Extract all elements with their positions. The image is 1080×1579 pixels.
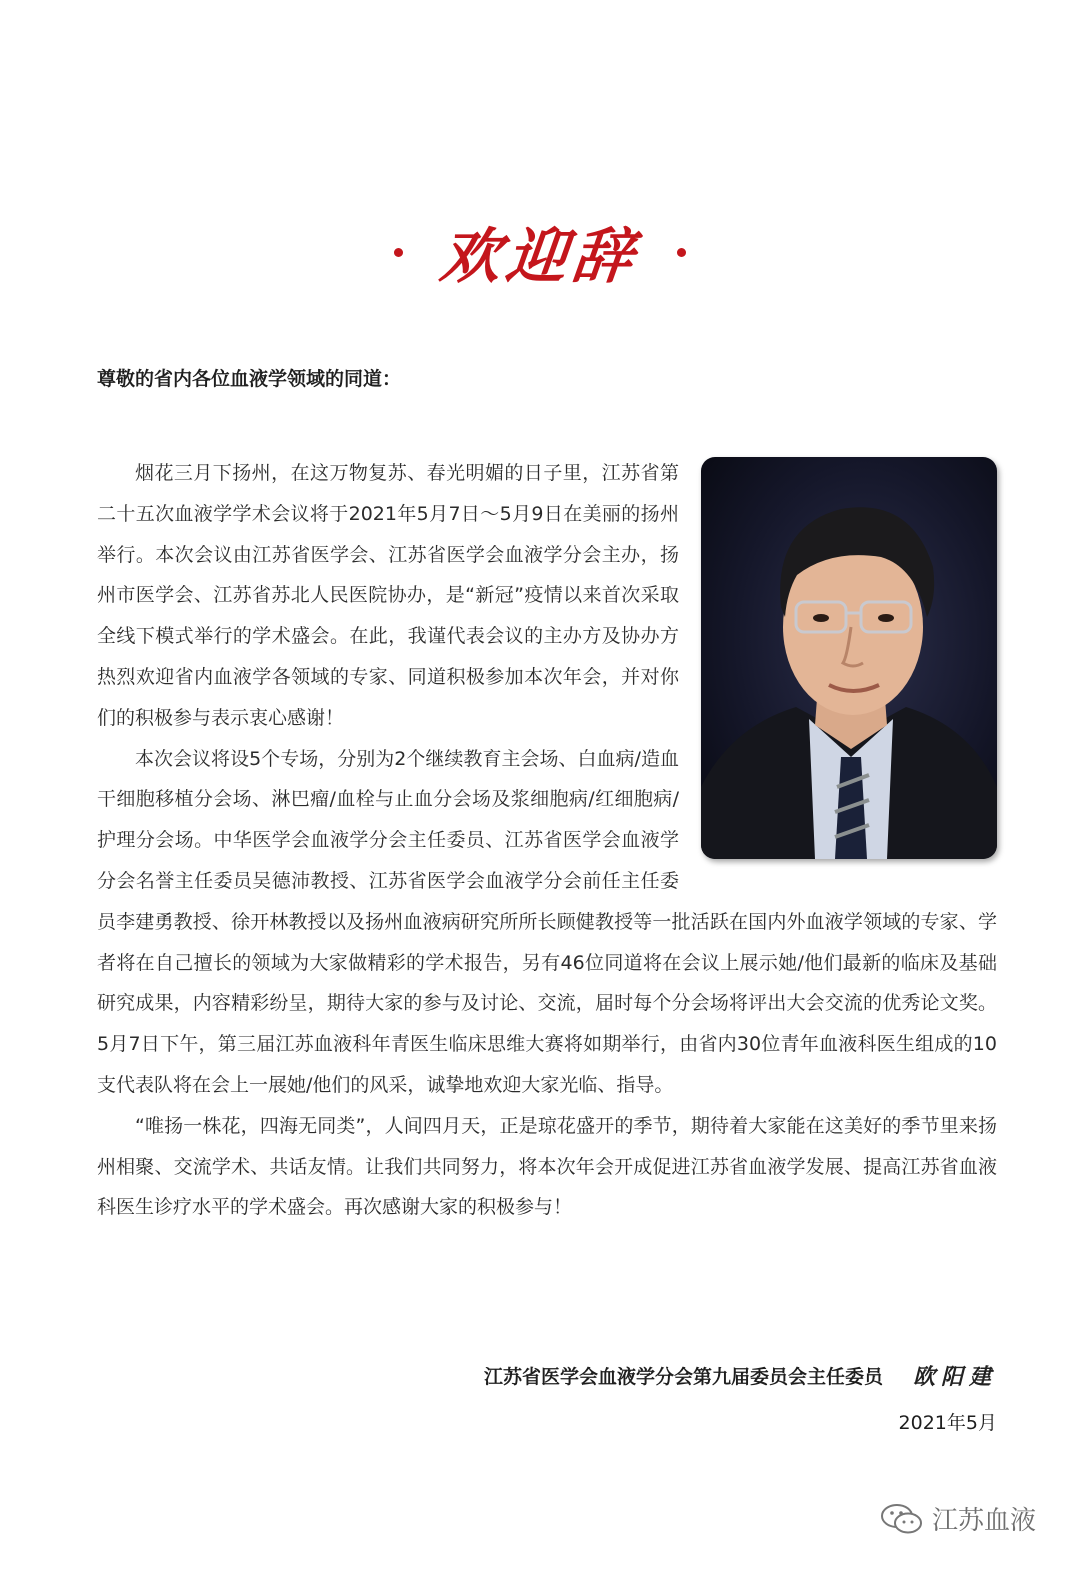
watermark: [880, 1500, 1036, 1537]
paragraph-2: 本次会议将设5个专场，分别为2个继续教育主会场、白血病/造血干细胞移植分会场、淋巴瘤/血栓与止血分会场及浆细胞病/红细胞病/护理分会场。中华医学会血液学分会主任委员、江苏省医学会血液学分会名誉主任委员吴德沛教授、江苏省医学会血液学分会前任主任委员李建勇教授、徐开林教授以及扬州血液病研究所所长顾健教授等一批活跃在国内外血液学领域的专家、学者将在自己擅长的领域为大家做精彩的学术报告，另有46位同道将在会议上展示她/他们最新的临床及基础研究成果，内容精彩纷呈，期待大家的参与及讨论、交流，届时每个分会场将评出大会交流的优秀论文奖。5月7日下午，第三届江苏血液科年青医生临床思维大赛将如期举行，由省内30位青年血液科医生组成的10支代表队将在会上一展她/他们的风采，诚挚地欢迎大家光临、指导。: [97, 747, 997, 1096]
portrait-photo: [701, 457, 997, 859]
title-area: [0, 212, 1080, 292]
title-dot-right: [677, 248, 686, 257]
signature-name: 欧阳建: [912, 1364, 997, 1390]
portrait-illustration: [701, 457, 997, 859]
title-dot-left: [394, 248, 403, 257]
signature-line: [484, 1360, 997, 1391]
signature-organization: 江苏省医学会血液学分会第九届委员会主任委员: [483, 1366, 883, 1388]
letter-body: [97, 453, 997, 1228]
signature-date: 2021年5月: [898, 1412, 997, 1434]
wechat-icon: [880, 1502, 924, 1536]
page-title: 欢迎辞: [436, 222, 643, 292]
paragraph-3: “唯扬一株花，四海无同类”，人间四月天，正是琼花盛开的季节，期待着大家能在这美好的季节里来扬州相聚、交流学术、共话友情。让我们共同努力，将本次年会开成促进江苏省血液学发展、提高江苏省血液科医生诊疗水平的学术盛会。再次感谢大家的积极参与！: [97, 1114, 997, 1219]
salutation: 尊敬的省内各位血液学领域的同道：: [97, 368, 402, 390]
paragraph-1: 烟花三月下扬州，在这万物复苏、春光明媚的日子里，江苏省第二十五次血液学学术会议将于2021年5月7日～5月9日在美丽的扬州举行。本次会议由江苏省医学会、江苏省医学会血液学分会主办，扬州市医学会、江苏省苏北人民医院协办，是“新冠”疫情以来首次采取全线下模式举行的学术盛会。在此，我谨代表会议的主办方及协办方热烈欢迎省内血液学各领域的专家、同道积极参加本次年会，并对你们的积极参与表示衷心感谢！: [97, 462, 679, 729]
watermark-text: 江苏血液: [931, 1506, 1036, 1536]
